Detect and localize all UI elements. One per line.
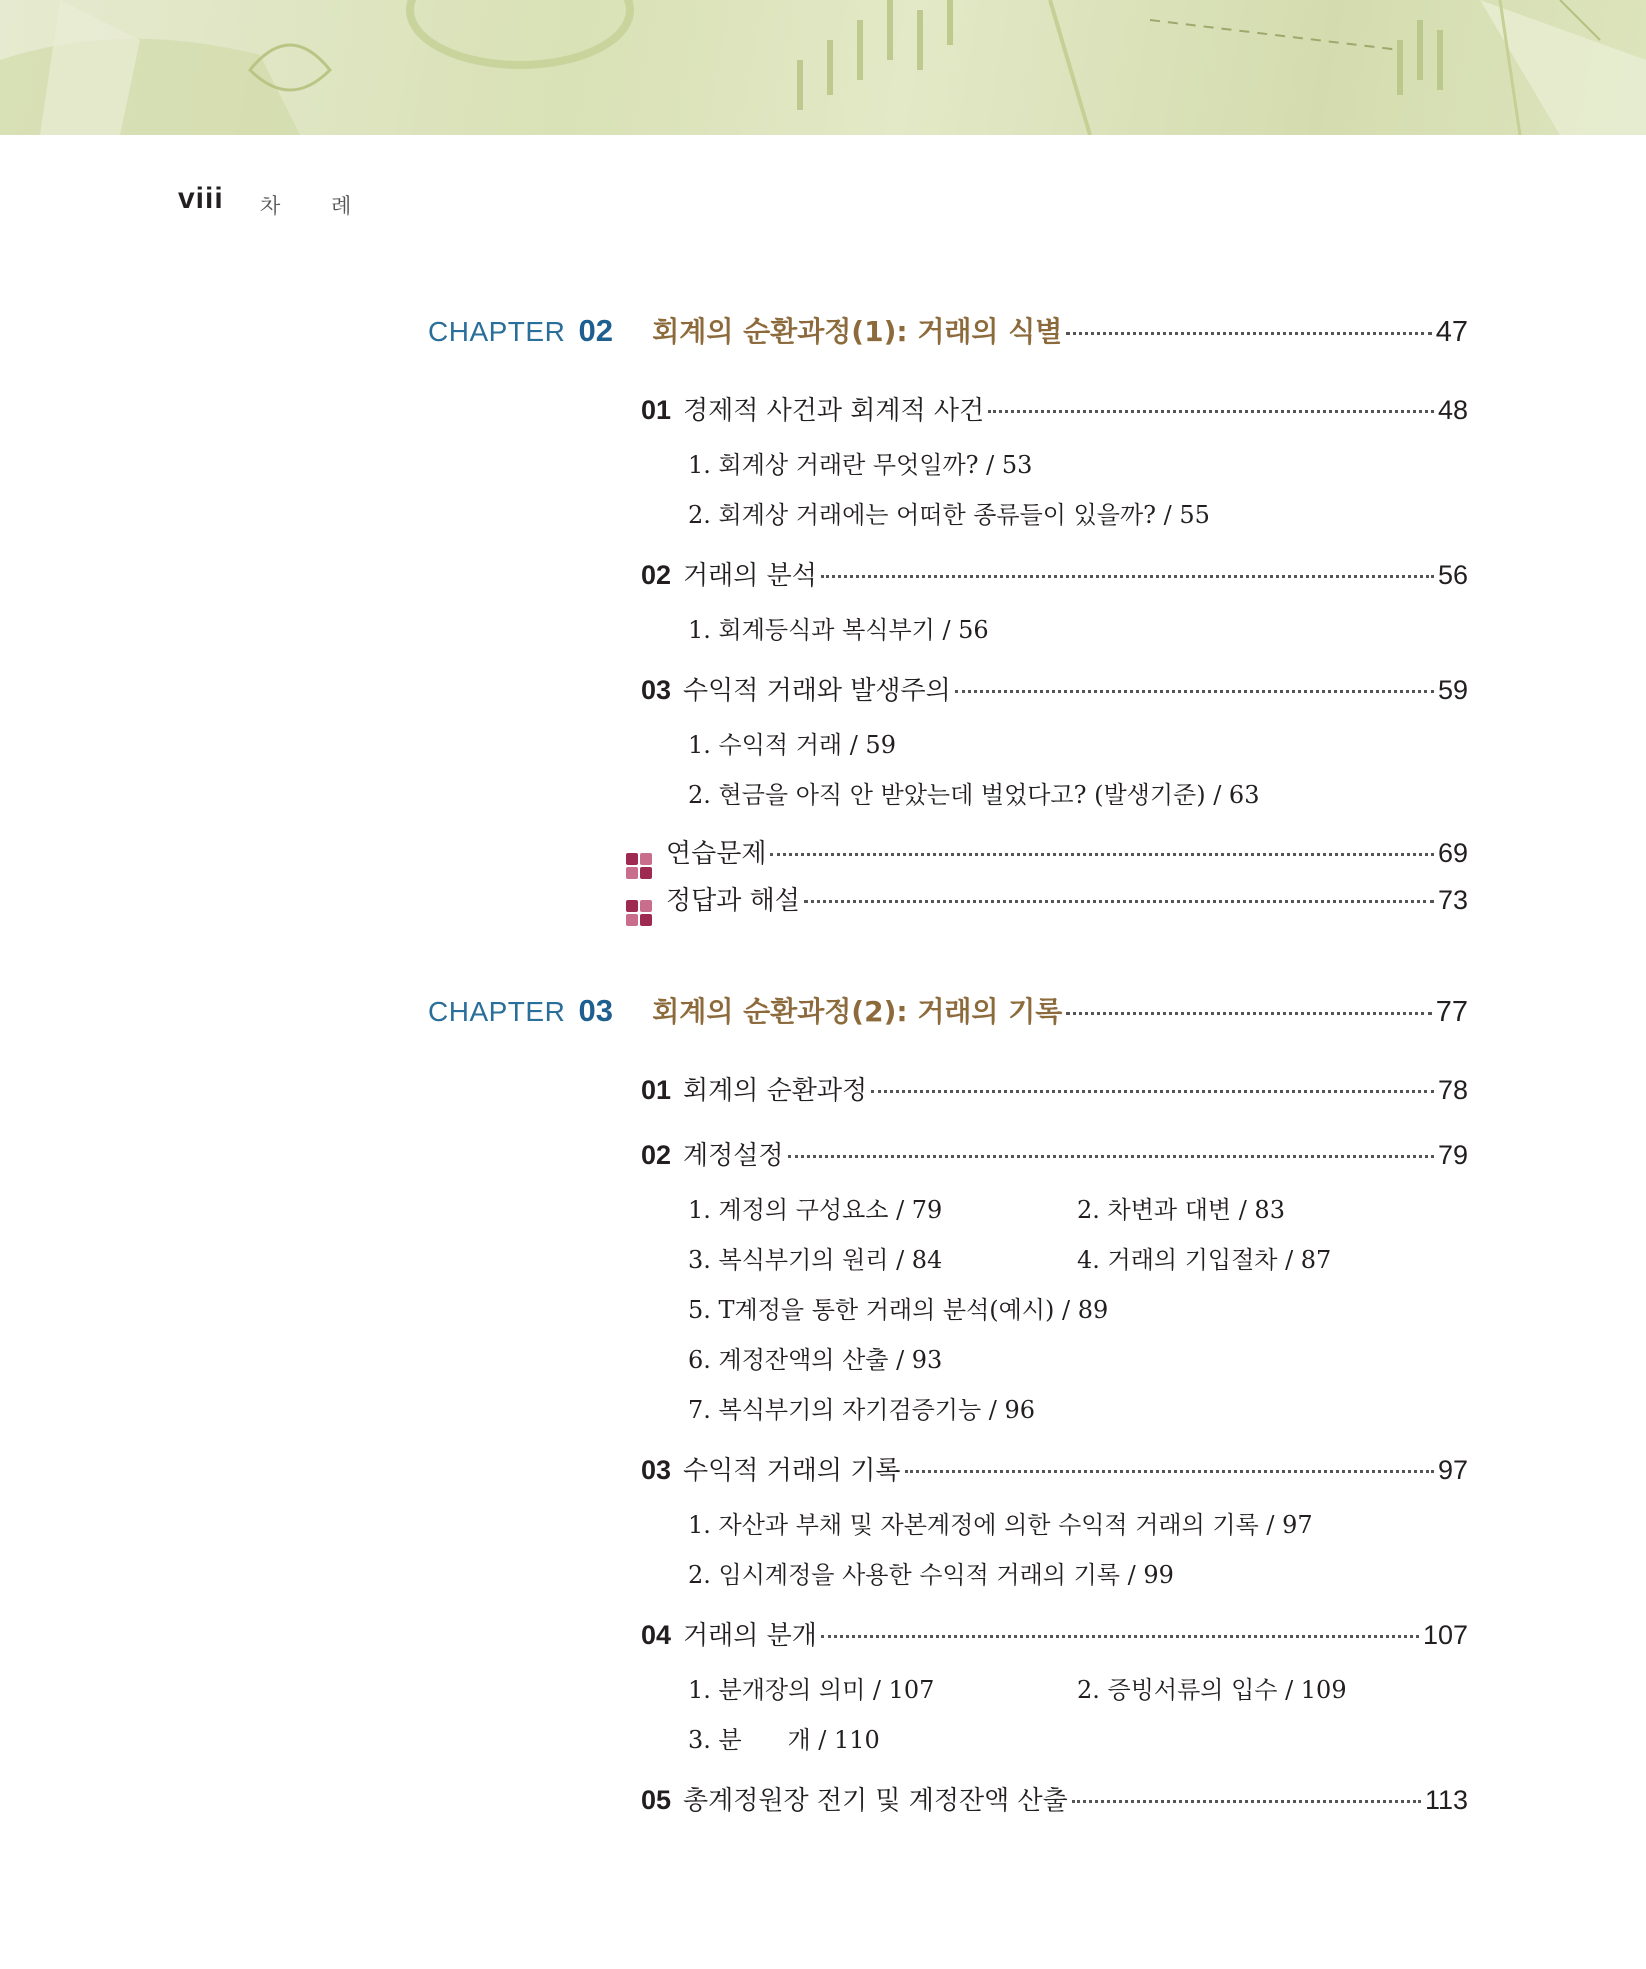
dot-leader	[1066, 1012, 1431, 1015]
toc-section[interactable]	[641, 1070, 1468, 1107]
section-page: 59	[1437, 675, 1468, 705]
dot-leader	[821, 1635, 1419, 1638]
toc-subsection[interactable]: 7. 복식부기의 자기검증기능 / 96	[688, 1396, 1036, 1424]
dot-leader	[770, 853, 1433, 856]
toc-subsection[interactable]: 2. 증빙서류의 입수 / 109	[1077, 1676, 1347, 1704]
section-page: 56	[1437, 560, 1468, 590]
toc-subsection[interactable]: 3. 복식부기의 원리 / 84	[688, 1246, 943, 1274]
four-squares-icon	[626, 900, 652, 926]
toc-subsection[interactable]: 6. 계정잔액의 산출 / 93	[688, 1346, 943, 1374]
chapter-title: 회계의 순환과정(1): 거래의 식별	[652, 315, 1063, 348]
section-page: 79	[1437, 1140, 1468, 1170]
toc-subsection[interactable]: 1. 계정의 구성요소 / 79	[688, 1196, 943, 1224]
toc-subsection[interactable]: 2. 회계상 거래에는 어떠한 종류들이 있을까? / 55	[688, 501, 1210, 529]
dot-leader	[871, 1090, 1434, 1093]
chapter-word: CHAPTER	[428, 996, 566, 1027]
chapter-word: CHAPTER	[428, 316, 566, 347]
exercise-page: 69	[1437, 838, 1468, 868]
section-number: 04	[641, 1620, 672, 1650]
section-number: 05	[641, 1785, 672, 1815]
section-number: 01	[641, 395, 672, 425]
section-page: 48	[1437, 395, 1468, 425]
dot-leader	[821, 575, 1434, 578]
answers-page: 73	[1437, 885, 1468, 915]
toc-section[interactable]	[641, 390, 1468, 427]
section-page: 113	[1424, 1785, 1468, 1815]
toc-chapter-02[interactable]	[428, 310, 1468, 350]
toc-subsection[interactable]: 2. 현금을 아직 안 받았는데 벌었다고? (발생기준) / 63	[688, 781, 1260, 809]
toc-subsection[interactable]: 2. 차변과 대변 / 83	[1077, 1196, 1285, 1224]
running-head	[178, 182, 374, 218]
section-page: 78	[1437, 1075, 1468, 1105]
section-number: 03	[641, 675, 672, 705]
dot-leader	[1072, 1800, 1421, 1803]
dot-leader	[955, 690, 1434, 693]
dot-leader	[804, 900, 1434, 903]
chapter-number: 02	[578, 313, 613, 348]
toc-section[interactable]	[641, 1135, 1468, 1172]
toc-chapter-03[interactable]	[428, 990, 1468, 1030]
section-number: 03	[641, 1455, 672, 1485]
toc-subsection[interactable]: 2. 임시계정을 사용한 수익적 거래의 기록 / 99	[688, 1561, 1174, 1589]
toc-answers[interactable]	[626, 880, 1468, 923]
toc-subsection[interactable]: 5. T계정을 통한 거래의 분석(예시) / 89	[688, 1296, 1109, 1324]
toc-subsection[interactable]: 1. 회계상 거래란 무엇일까? / 53	[688, 451, 1033, 479]
toc-subsection[interactable]: 1. 자산과 부채 및 자본계정에 의한 수익적 거래의 기록 / 97	[688, 1511, 1313, 1539]
chapter-page: 77	[1435, 996, 1468, 1028]
section-page: 107	[1422, 1620, 1468, 1650]
answers-title: 정답과 해설	[666, 886, 800, 916]
toc-section[interactable]	[641, 1450, 1468, 1487]
toc-section[interactable]	[641, 670, 1468, 707]
toc-exercises[interactable]	[626, 833, 1468, 876]
section-title: 거래의 분개	[683, 1621, 817, 1651]
toc-subsection[interactable]: 3. 분 개 / 110	[688, 1726, 880, 1754]
toc-subsection[interactable]: 4. 거래의 기입절차 / 87	[1077, 1246, 1332, 1274]
dot-leader	[905, 1470, 1434, 1473]
dot-leader	[788, 1155, 1434, 1158]
section-title: 거래의 분석	[683, 561, 817, 591]
chapter-number: 03	[578, 993, 613, 1028]
section-title: 수익적 거래와 발생주의	[683, 676, 951, 706]
section-number: 02	[641, 1140, 672, 1170]
toc-subsection[interactable]: 1. 회계등식과 복식부기 / 56	[688, 616, 989, 644]
chapter-title: 회계의 순환과정(2): 거래의 기록	[652, 995, 1063, 1028]
toc-subsection[interactable]: 1. 수익적 거래 / 59	[688, 731, 896, 759]
header-banner-image	[0, 0, 1646, 135]
running-title: 차 례	[260, 194, 374, 218]
four-squares-icon	[626, 853, 652, 879]
section-number: 01	[641, 1075, 672, 1105]
toc-section[interactable]	[641, 1780, 1468, 1817]
section-number: 02	[641, 560, 672, 590]
toc-section[interactable]	[641, 1615, 1468, 1652]
dot-leader	[1066, 332, 1431, 335]
section-title: 수익적 거래의 기록	[683, 1456, 901, 1486]
toc-subsection[interactable]: 1. 분개장의 의미 / 107	[688, 1676, 935, 1704]
section-title: 계정설정	[683, 1141, 784, 1171]
toc-section[interactable]	[641, 555, 1468, 592]
dot-leader	[988, 410, 1434, 413]
section-page: 97	[1437, 1455, 1468, 1485]
section-title: 총계정원장 전기 및 계정잔액 산출	[683, 1786, 1068, 1816]
page-number: viii	[178, 182, 224, 215]
exercise-title: 연습문제	[666, 839, 767, 869]
section-title: 경제적 사건과 회계적 사건	[683, 396, 985, 426]
chapter-page: 47	[1435, 316, 1468, 348]
section-title: 회계의 순환과정	[683, 1076, 868, 1106]
